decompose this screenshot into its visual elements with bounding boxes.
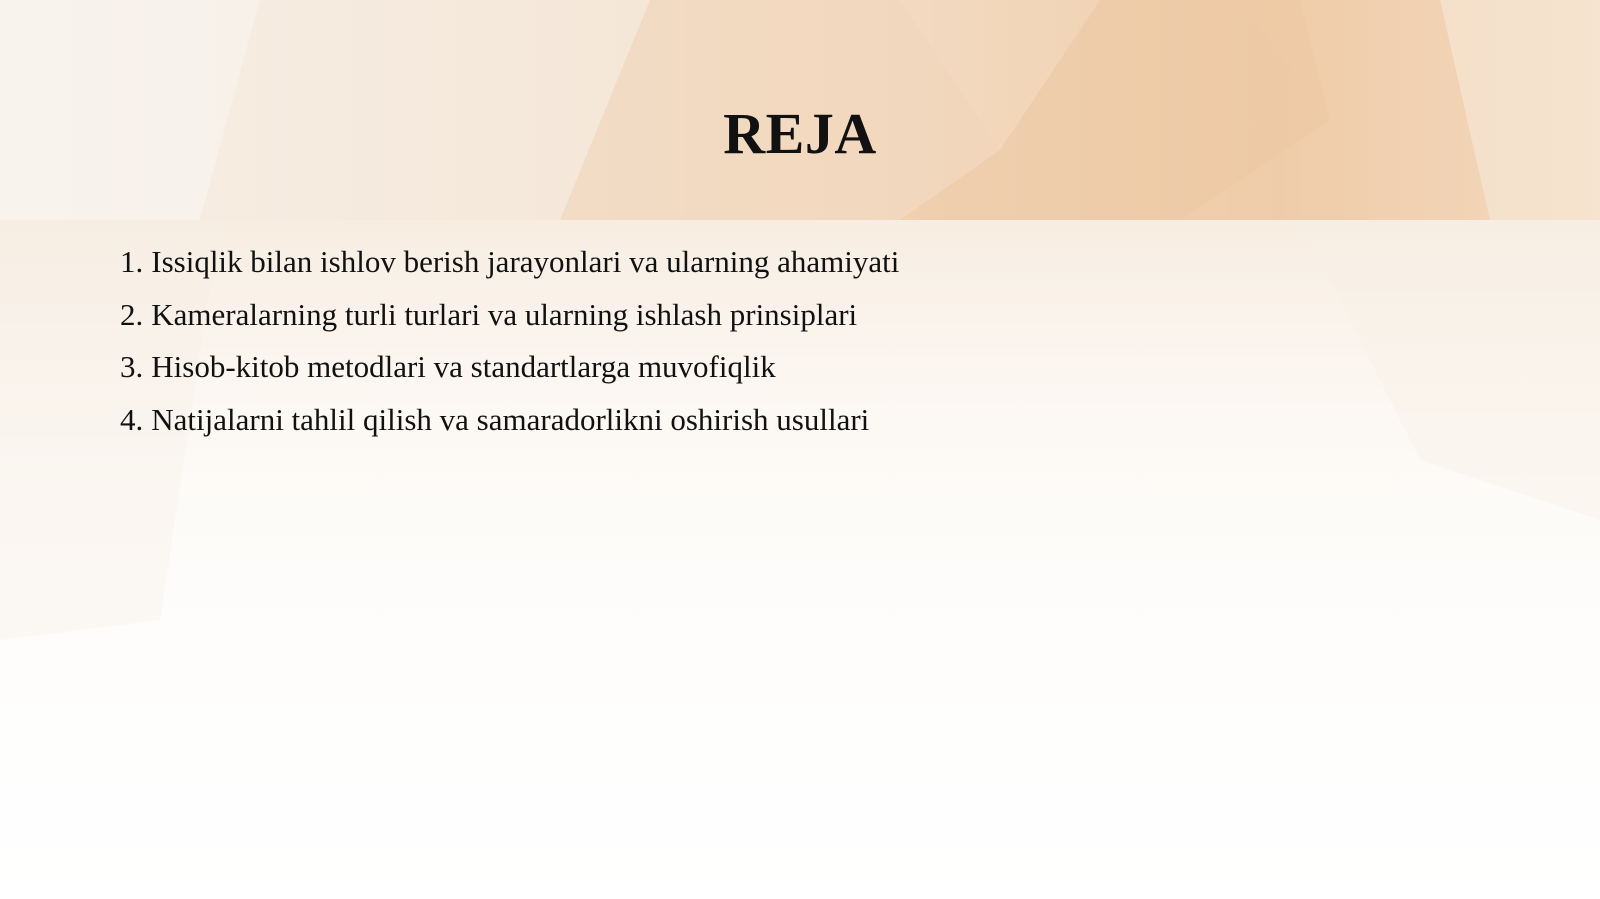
agenda-item: [120, 236, 899, 289]
agenda-item-text: Hisob-kitob metodlari va standartlarga muvofiqlik: [151, 349, 776, 384]
agenda-item-number: 4.: [120, 401, 144, 437]
slide-title: [0, 96, 1600, 172]
agenda-item-text: Natijalarni tahlil qilish va samaradorlikni oshirish usullari: [151, 401, 870, 437]
agenda-item-number: 3.: [120, 349, 144, 384]
agenda-item-number: 2.: [120, 296, 144, 332]
slide-title-text: REJA: [723, 101, 877, 166]
agenda-item-number: 1.: [120, 244, 144, 279]
agenda-item: [120, 341, 899, 394]
agenda-item-text: Kameralarning turli turlari va ularning ishlash prinsiplari: [151, 296, 858, 332]
agenda-item: [120, 289, 899, 342]
agenda-list: [120, 236, 899, 446]
agenda-item-text: Issiqlik bilan ishlov berish jarayonlari va ularning ahamiyati: [151, 244, 900, 279]
agenda-item: [120, 394, 899, 447]
